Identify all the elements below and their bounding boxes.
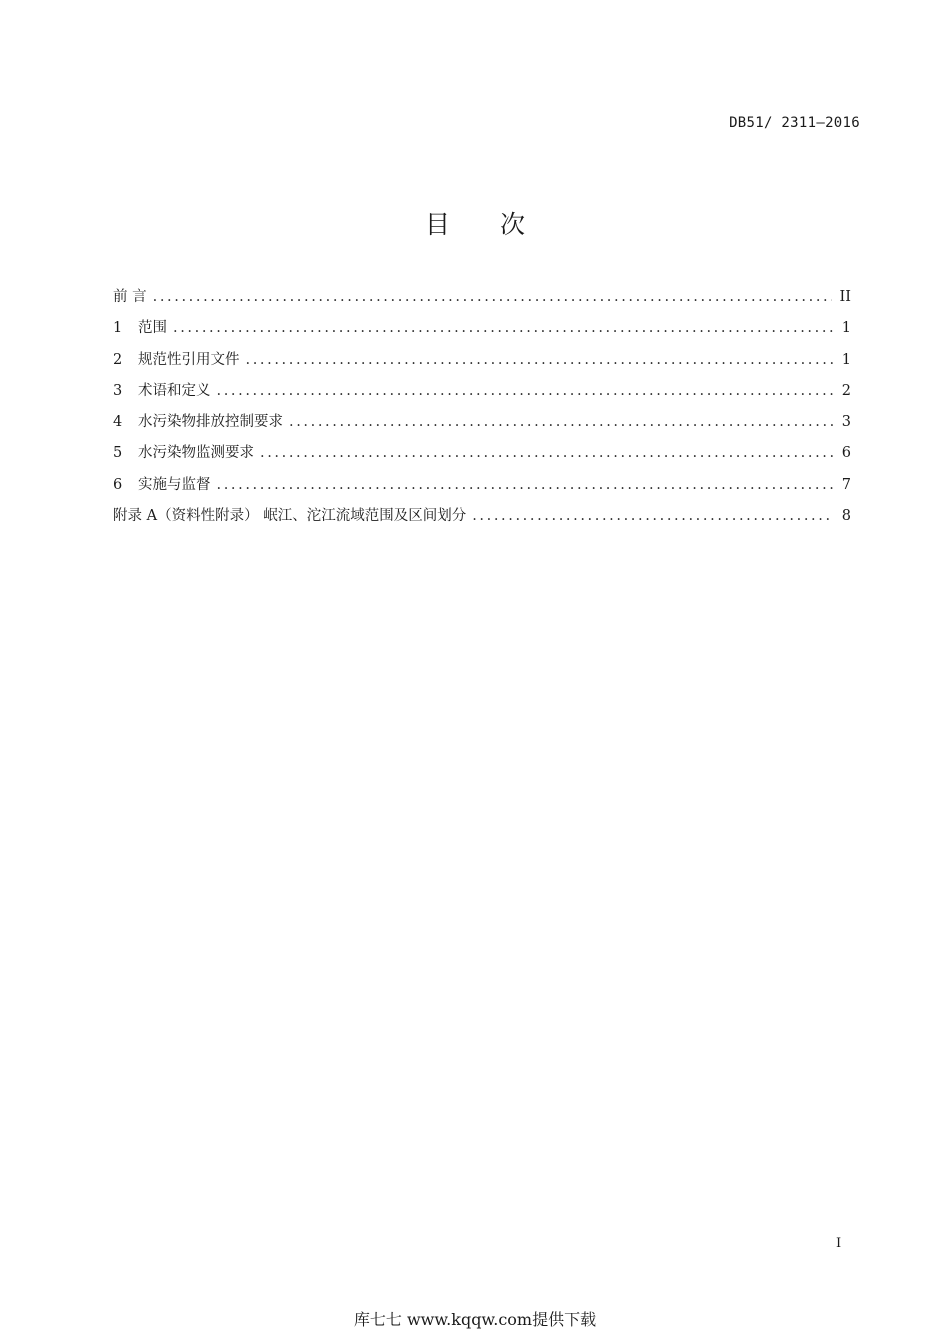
toc-leader-dots: [289, 411, 833, 433]
toc-entry-label: 术语和定义: [138, 382, 211, 399]
toc-title: [0, 205, 950, 241]
footer-watermark-text: 库七七 www.kqqw.com提供下载: [353, 1310, 597, 1329]
toc-leader-dots: [153, 286, 832, 308]
toc-entry-page: 2: [841, 382, 851, 399]
toc-entry-label: 前 言: [113, 289, 147, 305]
toc-entry-number: 3: [113, 382, 123, 399]
toc-entry-normative-references[interactable]: [113, 349, 851, 380]
toc-leader-dots: [217, 474, 834, 496]
toc-title-char-1: 目: [424, 210, 450, 239]
toc-entry-number: 6: [113, 476, 123, 493]
toc-entry-number: 4: [113, 414, 123, 431]
toc-entry-page: 3: [841, 414, 851, 431]
toc-entry-label: 水污染物排放控制要求: [138, 414, 283, 431]
table-of-contents: [113, 286, 851, 536]
toc-entry-discharge-control[interactable]: [113, 411, 851, 442]
toc-entry-page: 6: [841, 445, 851, 462]
page-number: I: [836, 1236, 842, 1251]
toc-leader-dots: [246, 349, 834, 371]
toc-entry-label: 附录 A（资料性附录） 岷江、沱江流域范围及区间划分: [113, 508, 467, 525]
toc-entry-number: 2: [113, 351, 123, 368]
document-code: DB51/ 2311—2016: [729, 115, 860, 131]
toc-leader-dots: [260, 442, 833, 464]
toc-entry-label: 范围: [138, 320, 167, 337]
toc-entry-label: 实施与监督: [138, 476, 211, 493]
toc-entry-foreword[interactable]: [113, 286, 851, 317]
toc-leader-dots: [472, 505, 833, 527]
toc-entry-monitoring[interactable]: [113, 442, 851, 473]
toc-leader-dots: [173, 317, 833, 339]
toc-entry-appendix-a[interactable]: [113, 505, 851, 536]
toc-entry-page: II: [839, 289, 851, 305]
toc-entry-implementation[interactable]: [113, 474, 851, 505]
toc-entry-label: 水污染物监测要求: [138, 445, 254, 462]
toc-entry-scope[interactable]: [113, 317, 851, 348]
toc-entry-page: 1: [841, 320, 851, 337]
toc-leader-dots: [217, 380, 834, 402]
toc-entry-page: 1: [841, 351, 851, 368]
toc-entry-page: 7: [841, 476, 851, 493]
toc-title-char-2: 次: [500, 210, 526, 239]
toc-entry-page: 8: [841, 508, 851, 525]
toc-entry-terms-definitions[interactable]: [113, 380, 851, 411]
toc-entry-number: 1: [113, 320, 123, 337]
toc-entry-label: 规范性引用文件: [138, 351, 240, 368]
toc-entry-number: 5: [113, 445, 123, 462]
